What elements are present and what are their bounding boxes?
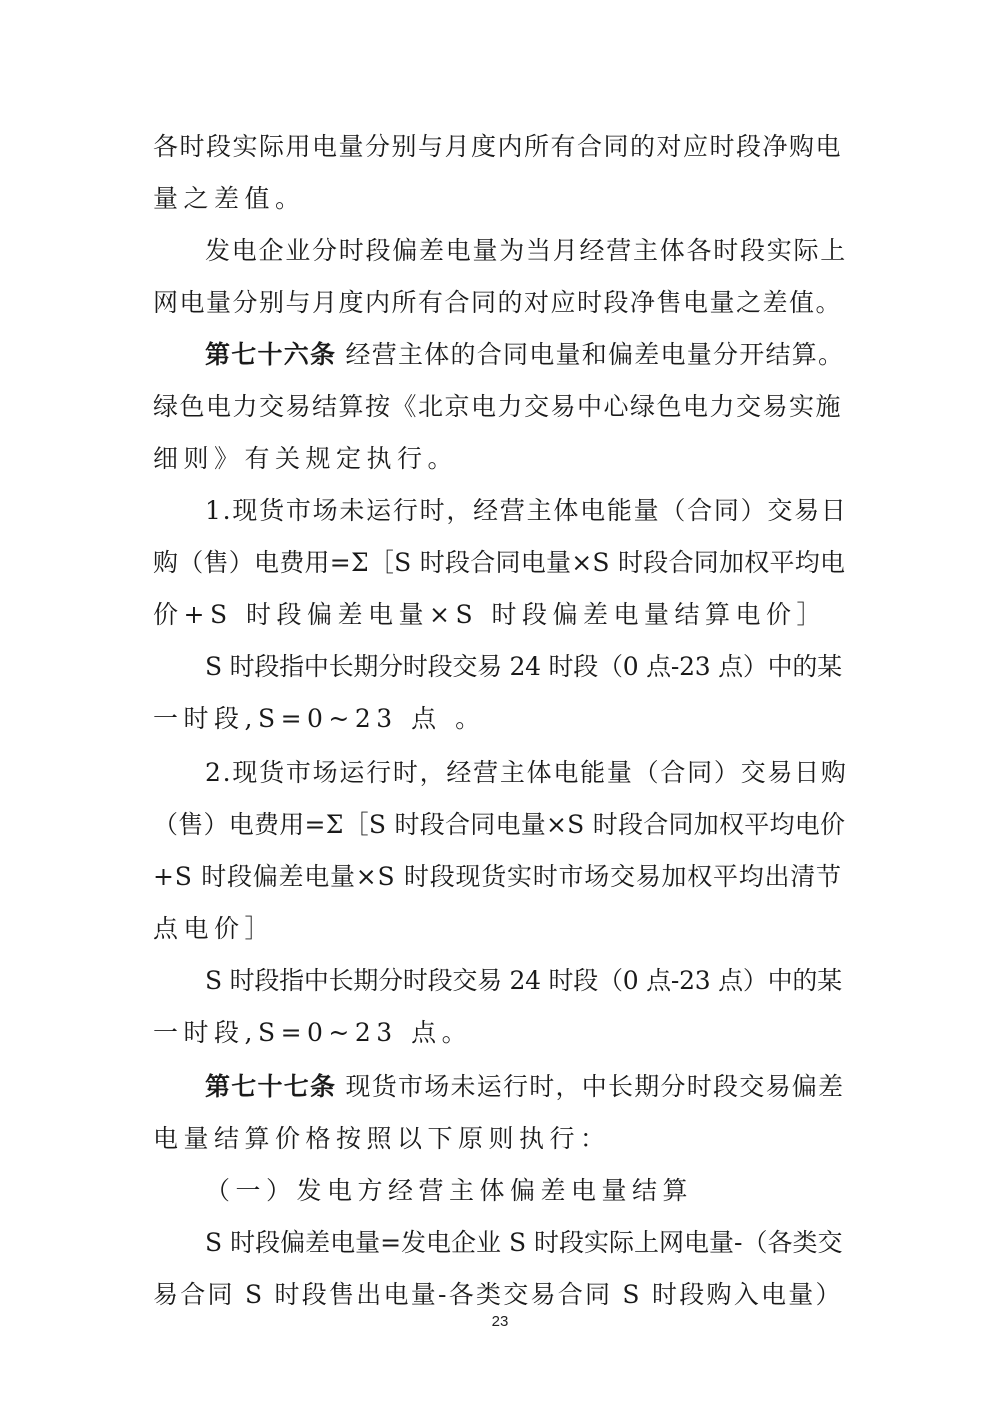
text-line: 量之差值。 xyxy=(153,184,306,213)
text-line: 发电企业分时段偏差电量为当月经营主体各时段实际上 xyxy=(205,236,848,265)
text-line: 一时段,S=0~23 点 。 xyxy=(153,704,486,733)
article-76-heading: 第七十六条 xyxy=(205,340,337,369)
text-line: 易合同 S 时段售出电量-各类交易合同 S 时段购入电量） xyxy=(153,1280,843,1309)
article-77-heading: 第七十七条 xyxy=(205,1072,337,1101)
article-77-line: 第七十七条 现货市场未运行时，中长期分时段交易偏差 xyxy=(205,1072,845,1101)
text-line: 各时段实际用电量分别与月度内所有合同的对应时段净购电 xyxy=(153,132,843,161)
text-line: （售）电费用=Σ［S 时段合同电量×S 时段合同加权平均电价 xyxy=(153,810,846,839)
text-line: S 时段指中长期分时段交易 24 时段（0 点-23 点）中的某 xyxy=(205,966,842,995)
text-line: 1.现货市场未运行时，经营主体电能量（合同）交易日 xyxy=(205,496,848,525)
text-line: 价+S 时段偏差电量×S 时段偏差电量结算电价］ xyxy=(153,600,828,629)
text-line: 网电量分别与月度内所有合同的对应时段净售电量之差值。 xyxy=(153,288,843,317)
text-line: S 时段偏差电量=发电企业 S 时段实际上网电量-（各类交 xyxy=(205,1228,843,1257)
text-line: S 时段指中长期分时段交易 24 时段（0 点-23 点）中的某 xyxy=(205,652,842,681)
page-number: 23 xyxy=(491,1313,509,1330)
text-line: +S 时段偏差电量×S 时段现货实时市场交易加权平均出清节 xyxy=(153,862,842,891)
text-line: 购（售）电费用=Σ［S 时段合同电量×S 时段合同加权平均电 xyxy=(153,548,846,577)
section-heading: （一）发电方经营主体偏差电量结算 xyxy=(205,1176,694,1205)
text-line: 点电价］ xyxy=(153,914,276,943)
text-line: 2.现货市场运行时，经营主体电能量（合同）交易日购 xyxy=(205,758,848,787)
text-line: 一时段,S=0~23 点。 xyxy=(153,1018,473,1047)
text-line: 细则》有关规定执行。 xyxy=(153,444,459,473)
text-line: 电量结算价格按照以下原则执行： xyxy=(153,1124,611,1153)
text-line: 绿色电力交易结算按《北京电力交易中心绿色电力交易实施 xyxy=(153,392,843,421)
article-76-line: 第七十六条 经营主体的合同电量和偏差电量分开结算。 xyxy=(205,340,845,369)
